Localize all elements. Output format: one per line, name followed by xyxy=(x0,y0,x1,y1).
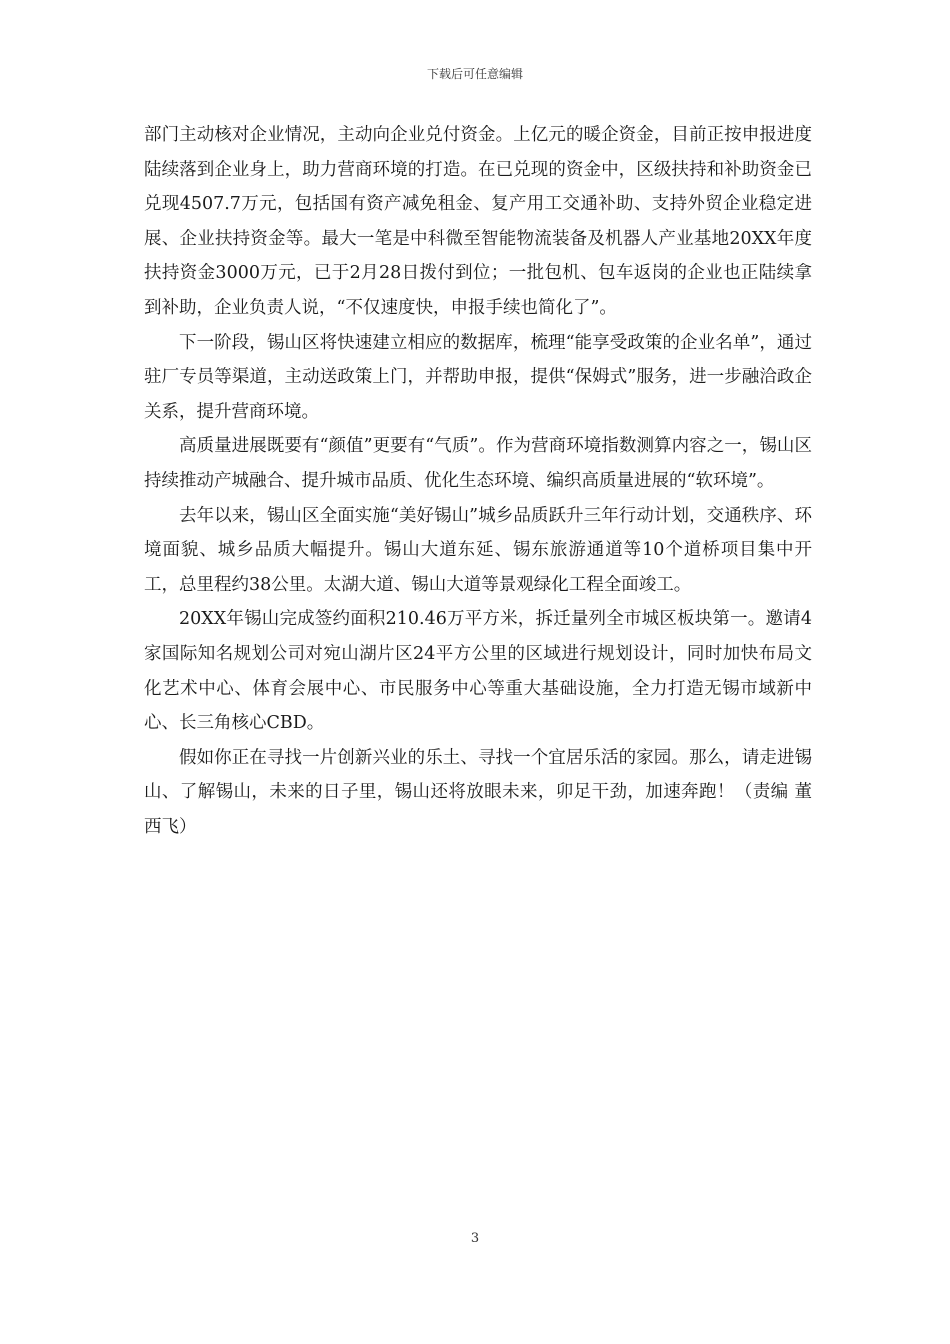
document-body xyxy=(144,118,812,844)
page-header: 下载后可任意编辑 xyxy=(426,67,523,81)
paragraph-closing: 假如你正在寻找一片创新兴业的乐土、寻找一个宜居乐活的家园。那么，请走进锡山、了解锡山，未来的日子里，锡山还将放眼未来，卯足干劲，加速奔跑！（责编 董西飞） xyxy=(144,747,812,837)
page-number: 3 xyxy=(470,1231,480,1246)
paragraph-last-year: 去年以来，锡山区全面实施“美好锡山”城乡品质跃升三年行动计划，交通秩序、环境面貌、城乡品质大幅提升。锡山大道东延、锡东旅游通道等10个道桥项目集中开工，总里程约38公里。太湖大道、锡山大道等景观绿化工程全面竣工。 xyxy=(144,505,812,595)
paragraph-high-quality: 高质量进展既要有“颜值”更要有“气质”。作为营商环境指数测算内容之一，锡山区持续推动产城融合、提升城市品质、优化生态环境、编织高质量进展的“软环境”。 xyxy=(144,436,812,491)
paragraph-contract-area: 20XX年锡山完成签约面积210.46万平方米，拆迁量列全市城区板块第一。邀请4家国际知名规划公司对宛山湖片区24平方公里的区域进行规划设计，同时加快布局文化艺术中心、体育会展中心、市民服务中心等重大基础设施，全力打造无锡市域新中心、长三角核心CBD。 xyxy=(144,609,812,734)
paragraph-next-stage: 下一阶段，锡山区将快速建立相应的数据库，梳理“能享受政策的企业名单”，通过驻厂专员等渠道，主动送政策上门，并帮助申报，提供“保姆式”服务，进一步融洽政企关系，提升营商环境。 xyxy=(144,332,812,422)
paragraph-continued: 部门主动核对企业情况，主动向企业兑付资金。上亿元的暖企资金，目前正按申报进度陆续落到企业身上，助力营商环境的打造。在已兑现的资金中，区级扶持和补助资金已兑现4507.7万元，包括国有资产减免租金、复产用工交通补助、支持外贸企业稳定进展、企业扶持资金等。最大一笔是中科微至智能物流装备及机器人产业基地20XX年度扶持资金3000万元，已于2月28日拨付到位；一批包机、包车返岗的企业也正陆续拿到补助，企业负责人说，“不仅速度快，申报手续也简化了”。 xyxy=(144,125,812,318)
